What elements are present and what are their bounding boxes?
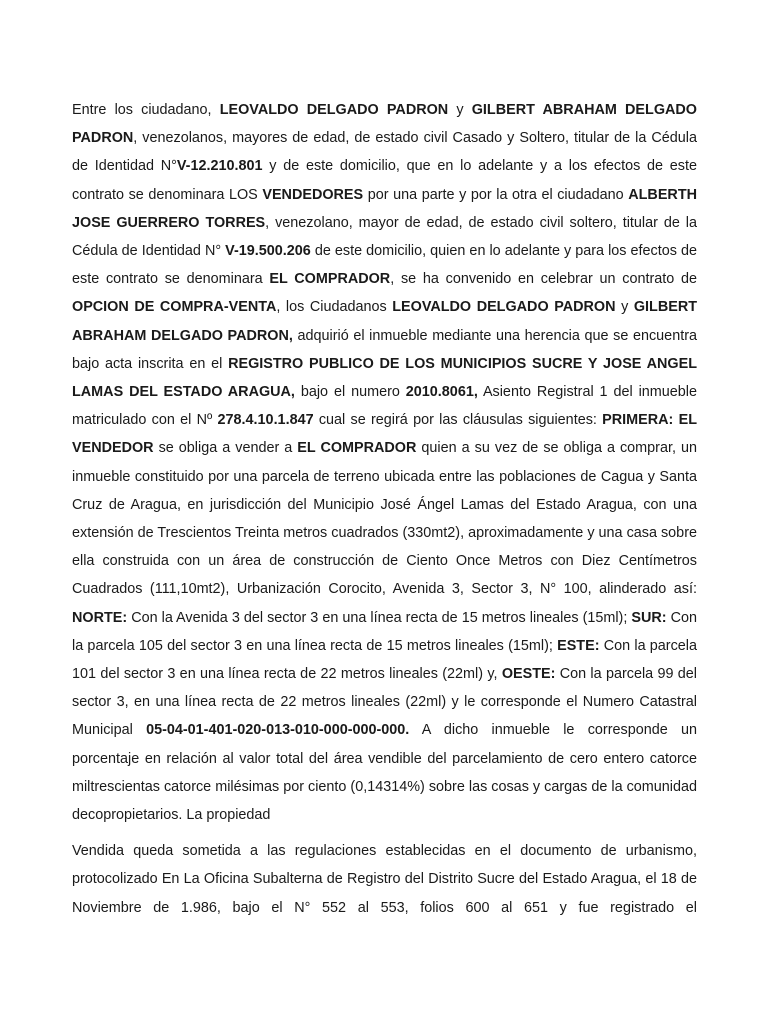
text-segment: adquirió el inmueble mediante una herencia que se encuentra bajo acta inscrita en el xyxy=(72,327,697,372)
bold-text: OESTE: xyxy=(501,666,556,683)
text-segment: cual se regirá por las cláusulas siguientes: xyxy=(313,412,603,429)
bold-text: SUR: xyxy=(631,609,667,626)
bold-text: 05-04-01-401-020-013-010-000-000-000. xyxy=(146,722,410,739)
bold-text: ALBERTH JOSE GUERRERO TORRES xyxy=(72,186,697,231)
document-page xyxy=(72,96,697,922)
text-segment: , venezolano, mayor de edad, de estado civil soltero, titular de la Cédula de Identidad N° xyxy=(72,214,697,260)
bold-text: V-19.500.206 xyxy=(225,243,311,260)
bold-text: 2010.8061, xyxy=(405,384,478,401)
text-segment: y xyxy=(448,102,472,118)
text-segment: Con la Avenida 3 del sector 3 en una línea recta de 15 metros lineales (15ml); xyxy=(127,609,632,626)
text-segment: de este domicilio, quien en lo adelante y para los efectos de este contrato se denominara xyxy=(72,243,697,288)
bold-text: V-12.210.801 xyxy=(176,158,263,175)
text-segment: Con la parcela 99 del sector 3, en una línea recta de 22 metros lineales (22ml) y le corresponde el Numero Catastral Municipal xyxy=(72,666,698,739)
text-segment: Con la parcela 101 del sector 3 en una línea recta de 22 metros lineales (22ml) y, xyxy=(72,637,698,683)
bold-text: LEOVALDO DELGADO PADRON xyxy=(219,102,449,118)
text-segment: , los Ciudadanos xyxy=(276,299,393,316)
text-segment: y xyxy=(615,299,634,316)
text-segment: y de este domicilio, que en lo adelante y a los efectos de este contrato se denominara LOS xyxy=(72,158,697,203)
bold-text: PRIMERA: EL VENDEDOR xyxy=(72,412,697,457)
text-segment: Asiento Registral 1 del inmueble matriculado con el Nº xyxy=(72,384,697,429)
bold-text: EL COMPRADOR xyxy=(297,440,417,457)
bold-text: 278.4.10.1.847 xyxy=(217,412,314,429)
bold-text: NORTE: xyxy=(72,609,128,626)
bold-text: ESTE: xyxy=(557,637,600,654)
text-segment: por una parte y por la otra el ciudadano xyxy=(363,186,629,203)
text-segment: Entre los ciudadano, xyxy=(72,102,220,118)
text-segment: quien a su vez de se obliga a comprar, un inmueble constituido por una parcela de terreno ubicada entre las poblaciones de Cagua y Santa Cruz de Aragua, en jurisdicción del Municipio José Ángel Lamas del Estado Aragua, con una extensión de Trescientos Treinta metros cuadrados (330mt2), aproximadamente y una casa sobre ella construida con un área de construcción de Ciento Once Metros con Diez Centímetros Cuadrados (111,10mt2), Urbanización Corocito, Avenida 3, Sector 3, N° 100, alinderado así: xyxy=(72,440,697,598)
text-segment: , se ha convenido en celebrar un contrato de xyxy=(390,271,697,288)
bold-text: REGISTRO PUBLICO DE LOS MUNICIPIOS SUCRE Y JOSE ANGEL LAMAS DEL ESTADO ARAGUA, xyxy=(72,355,697,401)
text-segment: bajo el numero xyxy=(294,384,406,401)
bold-text: LEOVALDO DELGADO PADRON xyxy=(392,299,616,316)
bold-text: OPCION DE COMPRA-VENTA xyxy=(72,299,277,316)
text-segment: Con la parcela 105 del sector 3 en una línea recta de 15 metros lineales (15ml); xyxy=(72,609,697,654)
text-segment: , venezolanos, mayores de edad, de estado civil Casado y Soltero, titular de la Cédula de Identidad N° xyxy=(72,130,697,175)
bold-text: VENDEDORES xyxy=(262,186,364,203)
contract-paragraph-1 xyxy=(72,96,697,829)
contract-paragraph-2 xyxy=(72,837,697,922)
text-segment: se obliga a vender a xyxy=(153,440,298,457)
bold-text: EL COMPRADOR xyxy=(269,271,391,288)
text-segment: Vendida queda sometida a las regulaciones establecidas en el documento de urbanismo, protocolizado En La Oficina Subalterna de Registro del Distrito Sucre del Estado Aragua, el 18 de Noviembre de 1.986, bajo el N° 552 al 553, folios 600 al 651 y fue registrado el xyxy=(72,843,697,916)
bold-text: GILBERT ABRAHAM DELGADO PADRON xyxy=(72,102,697,147)
text-segment: A dicho inmueble le corresponde un porcentaje en relación al valor total del área vendible del parcelamiento de cero entero catorce miltrescientas catorce milésimas por ciento (0,14314%) sobre las cosas y cargas de la comunidad decopropietarios. La propiedad xyxy=(72,722,697,824)
bold-text: GILBERT ABRAHAM DELGADO PADRON, xyxy=(72,299,697,344)
